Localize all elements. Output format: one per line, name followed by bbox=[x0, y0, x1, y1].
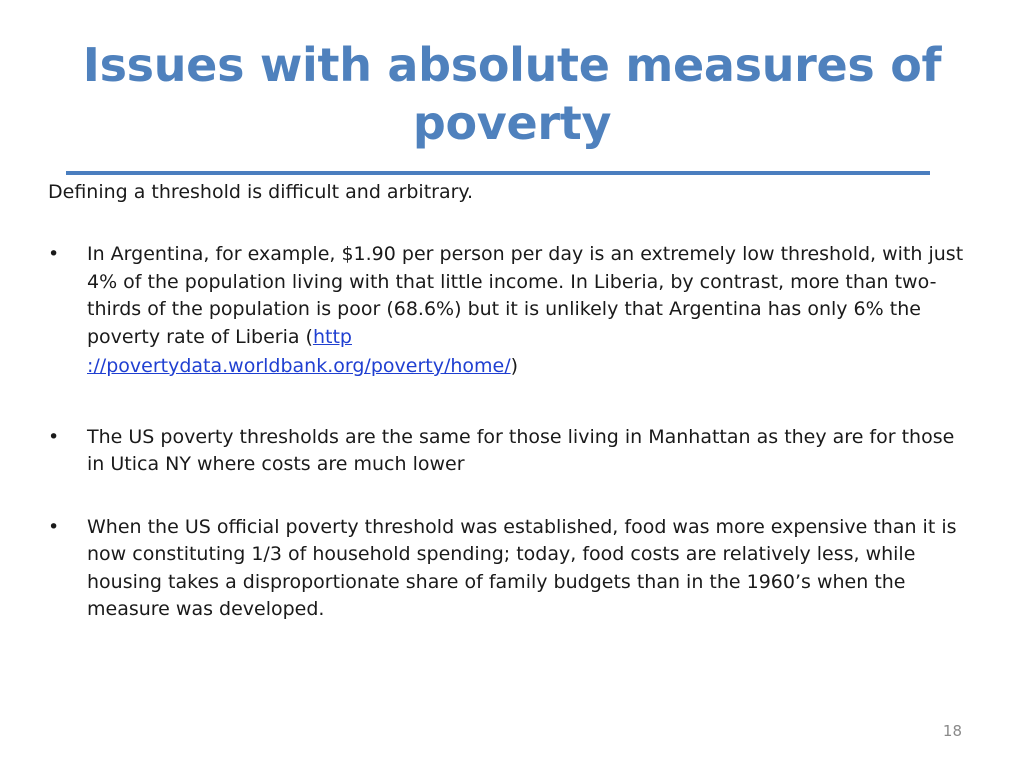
link-close-paren: ) bbox=[510, 355, 519, 377]
slide-number: 18 bbox=[942, 722, 962, 740]
bullet-list bbox=[48, 241, 968, 624]
worldbank-link-part1[interactable]: http bbox=[312, 325, 352, 348]
slide-title: Issues with absolute measures of poverty bbox=[82, 38, 942, 150]
title-underline-rule bbox=[66, 171, 930, 175]
bullet-text: When the US official poverty threshold was established, food was more expensive than it is now constituting 1/3 of household spending; today, food costs are relatively less, while housing takes a disproportionate share of family budgets than in the 1960’s when the measure was developed. bbox=[87, 515, 957, 620]
bullet-argentina-liberia bbox=[48, 241, 968, 381]
bullet-marker: • bbox=[48, 515, 60, 538]
worldbank-link-part2[interactable]: ://povertydata.worldbank.org/poverty/home/ bbox=[87, 355, 511, 377]
bullet-text: The US poverty thresholds are the same for those living in Manhattan as they are for those in Utica NY where costs are much lower bbox=[87, 425, 955, 475]
bullet-us-thresholds bbox=[48, 424, 968, 479]
bullet-marker: • bbox=[48, 243, 60, 265]
intro-text: Defining a threshold is difficult and arbitrary. bbox=[48, 181, 474, 203]
url-line bbox=[87, 353, 968, 381]
bullet-food-costs bbox=[48, 514, 968, 624]
bullet-text: In Argentina, for example, $1.90 per person per day is an extremely low threshold, with just 4% of the population living with that little income. In Liberia, by contrast, more than two-thirds of the population is poor (68.6%) but it is unlikely that Argentina has only 6% the poverty rate of Liberia ( bbox=[87, 243, 964, 348]
bullet-marker: • bbox=[48, 425, 60, 448]
